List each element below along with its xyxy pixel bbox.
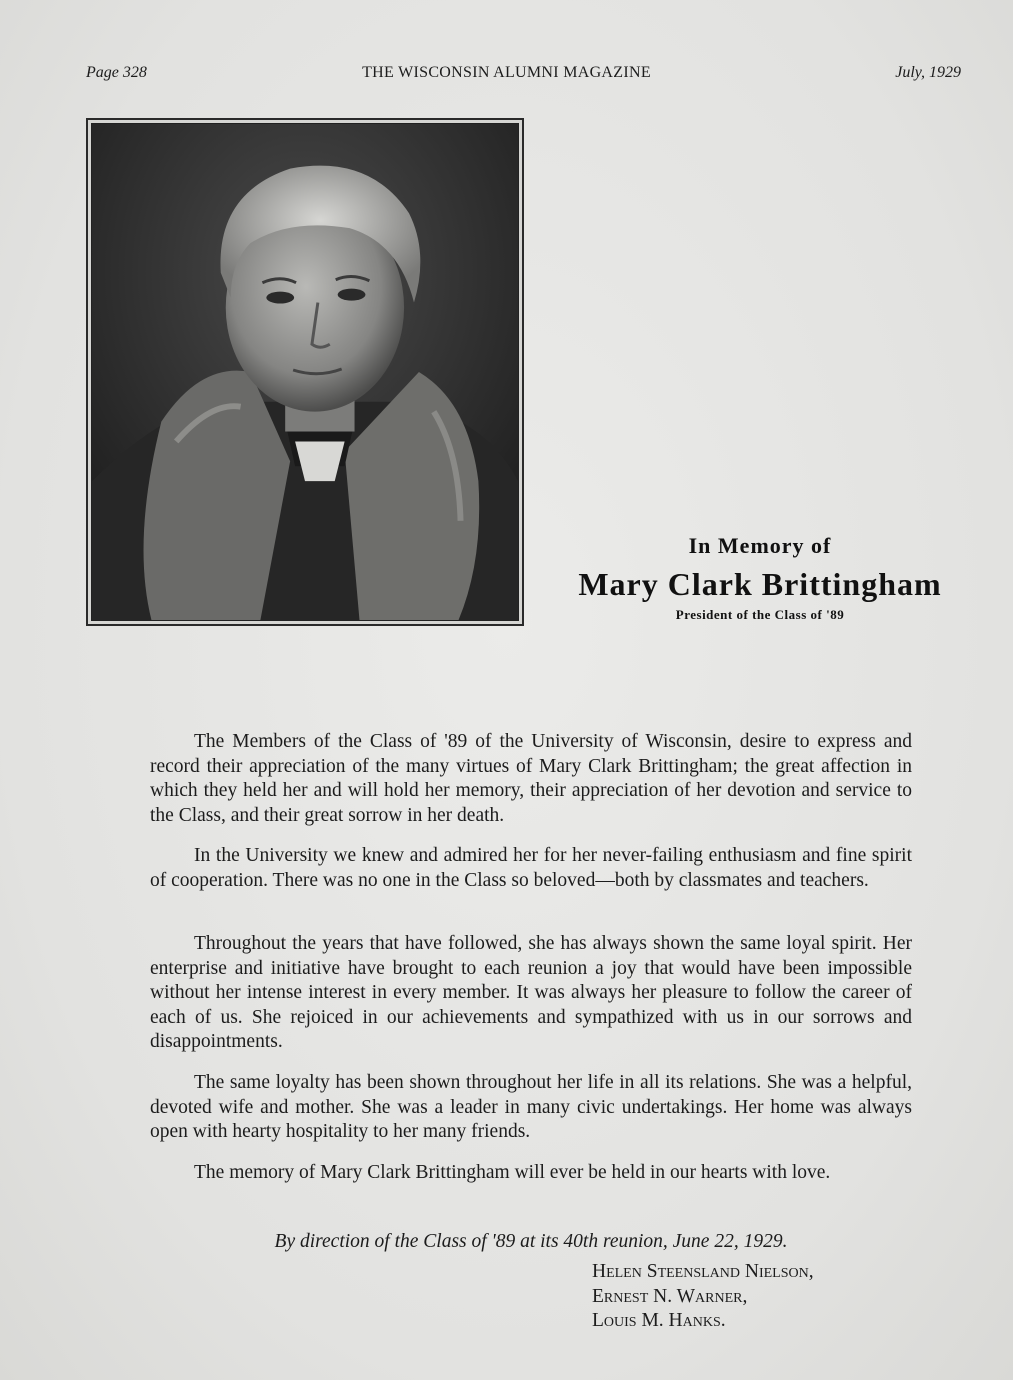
body-paragraph-4 xyxy=(150,1071,912,1145)
paragraph-text: The same loyalty has been shown throughout her life in all its relations. She was a helpful, devoted wife and mother. She was a leader in many civic undertakings. Her home was always open with hearty hospitality to her many friends. xyxy=(150,1072,912,1142)
signer-name: Louis M. Hanks. xyxy=(592,1310,726,1331)
body-paragraph-2 xyxy=(150,844,912,893)
direction-line: By direction of the Class of '89 at its 40th reunion, June 22, 1929. xyxy=(274,1231,788,1252)
memorial-name: Mary Clark Brittingham xyxy=(578,566,942,602)
page-header xyxy=(0,64,1013,88)
issue-date: July, 1929 xyxy=(895,64,961,81)
body-paragraph-3 xyxy=(150,932,912,1055)
memorial-heading: In Memory of xyxy=(688,533,832,558)
memorial-subtitle: President of the Class of '89 xyxy=(675,607,845,622)
portrait-photograph xyxy=(91,123,519,621)
paragraph-text: The memory of Mary Clark Brittingham will ever be held in our hearts with love. xyxy=(194,1162,831,1183)
body-paragraph-1 xyxy=(150,730,912,828)
signer-name: Helen Steensland Nielson, xyxy=(592,1261,814,1282)
magazine-title: THE WISCONSIN ALUMNI MAGAZINE xyxy=(362,64,651,81)
body-paragraph-5 xyxy=(150,1161,912,1186)
signer-name: Ernest N. Warner, xyxy=(592,1285,748,1307)
page-number: Page 328 xyxy=(86,64,147,81)
portrait-frame xyxy=(86,118,524,626)
paragraph-text: Throughout the years that have followed, she has always shown the same loyal spirit. Her enterprise and initiative have brought to each reunion a joy that would have been impossible without her intense interest in every member. It was always her pleasure to follow the career of each of us. She rejoiced in our achievements and sympathized with us in our sorrows and disappointments. xyxy=(150,933,912,1052)
portrait-image xyxy=(92,124,518,620)
signers-block xyxy=(592,1260,814,1334)
paragraph-text: In the University we knew and admired her for her never-failing enthusiasm and fine spirit of cooperation. There was no one in the Class so beloved—both by classmates and teachers. xyxy=(150,845,912,891)
paragraph-text: The Members of the Class of '89 of the University of Wisconsin, desire to express and record their appreciation of the many virtues of Mary Clark Brittingham; the great affection in which they held her and will hold her memory, their appreciation of her devotion and service to the Class, and their great sorrow in her death. xyxy=(150,731,912,826)
